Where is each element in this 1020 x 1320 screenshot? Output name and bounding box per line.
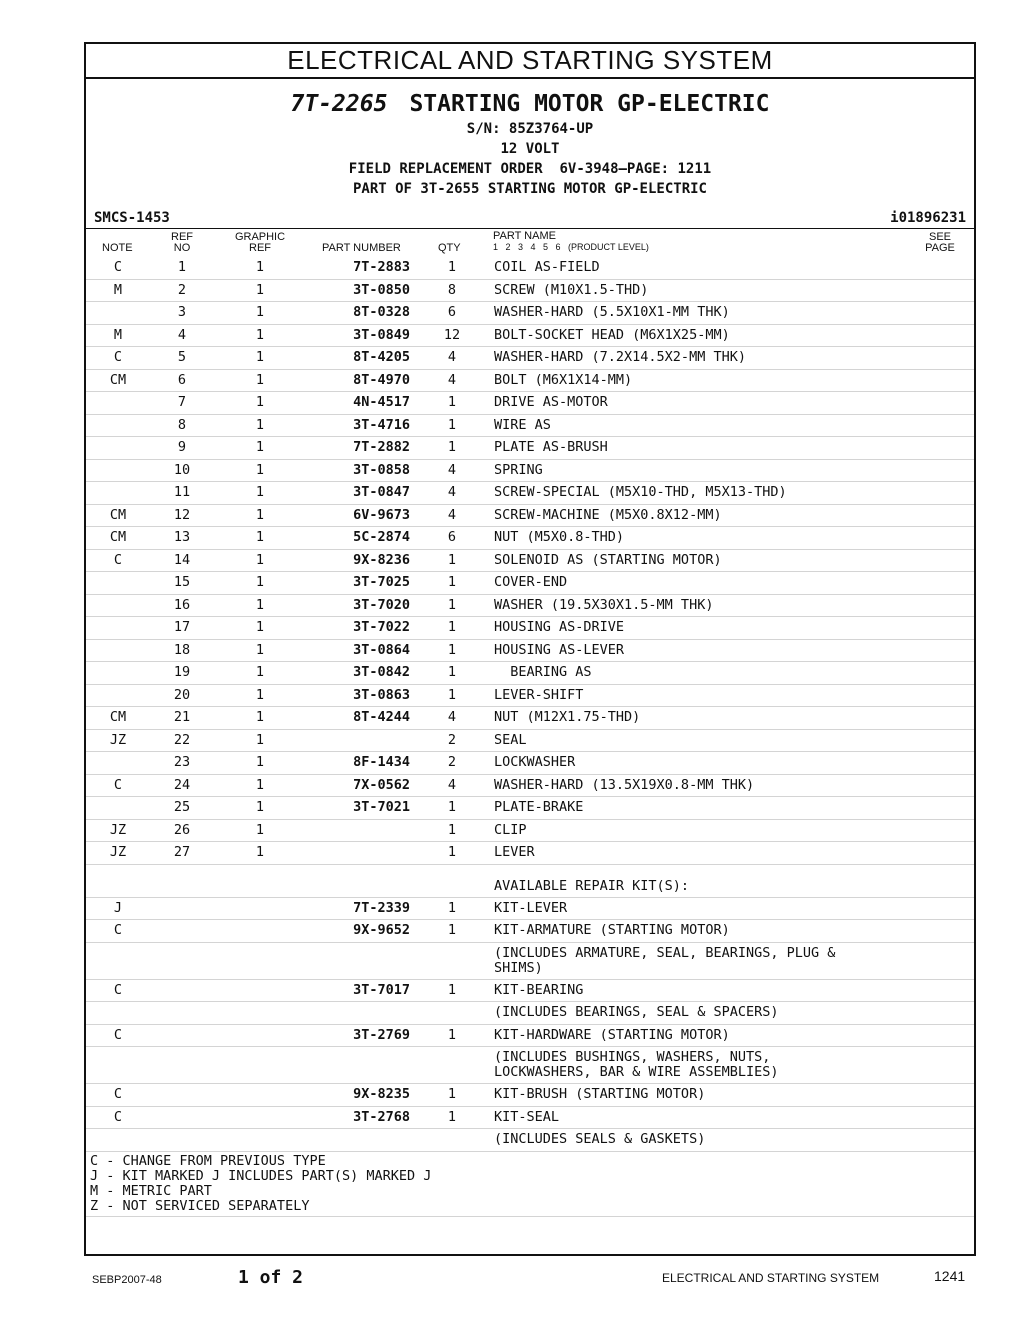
quantity: 1 (447, 799, 457, 815)
quantity: 8 (447, 281, 457, 298)
parts-page-frame (84, 42, 976, 1256)
part-row (86, 775, 974, 798)
note: C (113, 1086, 123, 1102)
graphic-ref: 1 (255, 844, 265, 860)
part-row (86, 662, 974, 685)
ref-number: 21 (173, 709, 191, 725)
part-name: LEVER (494, 844, 535, 860)
legend-line: M - METRIC PART (90, 1182, 212, 1199)
graphic-ref: 1 (255, 799, 265, 815)
quantity: 6 (447, 304, 457, 320)
quantity: 1 (447, 922, 457, 938)
graphic-ref: 1 (255, 709, 265, 725)
part-number: 3T-0847 (353, 484, 410, 500)
ref-number: 26 (173, 821, 191, 838)
part-row (86, 280, 974, 303)
part-number: 6V-9673 (353, 506, 410, 523)
legend-line: J - KIT MARKED J INCLUDES PART(S) MARKED J (90, 1167, 432, 1184)
quantity: 1 (447, 686, 457, 703)
graphic-ref: 1 (255, 484, 265, 500)
note: J (113, 899, 123, 916)
part-name: HOUSING AS-DRIVE (494, 619, 625, 635)
graphic-ref: 1 (255, 281, 265, 298)
part-number: 3T-4716 (353, 416, 410, 433)
part-number: 3T-0863 (353, 686, 410, 703)
part-name: LEVER-SHIFT (494, 686, 584, 703)
graphic-ref: 1 (255, 754, 265, 770)
part-number: 3T-7020 (353, 596, 410, 613)
quantity: 6 (447, 529, 457, 545)
quantity: 4 (447, 461, 457, 478)
header-graphic-bottom: REF (249, 242, 271, 254)
kit-row (86, 1025, 974, 1048)
quantity: 4 (447, 709, 457, 725)
field-replacement-order: FIELD REPLACEMENT ORDER 6V-3948—PAGE: 1211 (348, 161, 712, 177)
graphic-ref: 1 (255, 641, 265, 658)
graphic-ref: 1 (255, 394, 265, 410)
part-name: LOCKWASHER (494, 754, 576, 770)
page-number: 1241 (934, 1268, 966, 1284)
part-name: (INCLUDES BEARINGS, SEAL & SPACERS) (494, 1004, 779, 1020)
part-number: 8F-1434 (353, 754, 410, 770)
part-number: 7T-2882 (353, 439, 410, 455)
part-number: 8T-4244 (353, 709, 410, 725)
header-see-top: SEE (928, 231, 951, 243)
legend-line: C - CHANGE FROM PREVIOUS TYPE (90, 1152, 326, 1169)
part-number: 7T-2339 (353, 899, 410, 916)
graphic-ref: 1 (255, 551, 265, 568)
note: C (113, 259, 123, 275)
note: C (113, 1108, 123, 1125)
part-row (86, 415, 974, 438)
graphic-ref: 1 (255, 731, 265, 748)
ref-number: 3 (177, 304, 187, 320)
header-graphic-top: GRAPHIC (234, 231, 286, 243)
graphic-ref: 1 (255, 304, 265, 320)
ref-number: 18 (173, 641, 191, 658)
graphic-ref: 1 (255, 259, 265, 275)
graphic-ref: 1 (255, 776, 265, 793)
smcs-row (86, 208, 974, 228)
ref-number: 16 (173, 596, 191, 613)
group-titles (86, 89, 974, 199)
graphic-ref: 1 (255, 506, 265, 523)
part-number: 3T-0842 (353, 664, 410, 680)
part-name: (INCLUDES SEALS & GASKETS) (494, 1131, 706, 1147)
part-name: PLATE AS-BRUSH (494, 439, 608, 455)
graphic-ref: 1 (255, 416, 265, 433)
graphic-ref: 1 (255, 619, 265, 635)
kit-row (86, 1002, 974, 1025)
illustration-id: i01896231 (890, 210, 966, 226)
part-name: WIRE AS (494, 416, 551, 433)
part-number: 3T-0849 (353, 326, 410, 343)
part-row (86, 730, 974, 753)
part-name: KIT-BEARING (494, 981, 584, 998)
quantity: 1 (447, 821, 457, 838)
part-number: 7X-0562 (353, 776, 410, 793)
part-number: 3T-7017 (353, 981, 410, 998)
note: CM (109, 529, 127, 545)
header-note: NOTE (102, 242, 133, 254)
kit-row (86, 980, 974, 1003)
footer-section: ELECTRICAL AND STARTING SYSTEM (662, 1271, 880, 1285)
part-row (86, 640, 974, 663)
part-row (86, 527, 974, 550)
ref-number: 2 (177, 281, 187, 298)
group-part-number: 7T-2265 (290, 91, 388, 117)
quantity: 1 (447, 664, 457, 680)
quantity: 1 (447, 551, 457, 568)
part-name: BOLT (M6X1X14-MM) (494, 371, 633, 388)
graphic-ref: 1 (255, 529, 265, 545)
note: M (113, 326, 123, 343)
part-row (86, 347, 974, 370)
note: C (113, 776, 123, 793)
part-row (86, 325, 974, 348)
part-row (86, 752, 974, 775)
kit-row (86, 1084, 974, 1107)
part-name: WASHER (19.5X30X1.5-MM THK) (494, 596, 714, 613)
quantity: 1 (447, 619, 457, 635)
part-row (86, 550, 974, 573)
part-name: SEAL (494, 731, 527, 748)
part-name: SCREW-MACHINE (M5X0.8X12-MM) (494, 506, 722, 523)
part-number: 9X-8236 (353, 551, 410, 568)
part-row (86, 437, 974, 460)
section-title: ELECTRICAL AND STARTING SYSTEM (86, 44, 974, 79)
note: C (113, 1026, 123, 1043)
ref-number: 9 (177, 439, 187, 455)
part-name: WASHER-HARD (13.5X19X0.8-MM THK) (494, 776, 755, 793)
voltage: 12 VOLT (500, 141, 560, 157)
part-number: 7T-2883 (353, 259, 410, 275)
note: CM (109, 709, 127, 725)
quantity: 1 (447, 981, 457, 998)
quantity: 1 (447, 1108, 457, 1125)
group-name: STARTING MOTOR GP-ELECTRIC (409, 91, 770, 117)
quantity: 4 (447, 776, 457, 793)
ref-number: 25 (173, 799, 191, 815)
part-row (86, 820, 974, 843)
graphic-ref: 1 (255, 664, 265, 680)
header-ref-bottom: NO (173, 242, 191, 254)
note: JZ (109, 844, 127, 860)
part-name: KIT-ARMATURE (STARTING MOTOR) (494, 922, 730, 938)
header-part-name: PART NAME (493, 230, 556, 242)
graphic-ref: 1 (255, 596, 265, 613)
part-name: SCREW-SPECIAL (M5X10-THD, M5X13-THD) (494, 484, 787, 500)
note: C (113, 922, 123, 938)
quantity: 1 (447, 439, 457, 455)
part-name: NUT (M5X0.8-THD) (494, 529, 625, 545)
graphic-ref: 1 (255, 461, 265, 478)
quantity: 1 (447, 1026, 457, 1043)
part-row (86, 617, 974, 640)
ref-number: 27 (173, 844, 191, 860)
part-number: 3T-2768 (353, 1108, 410, 1125)
table-header (86, 228, 974, 257)
quantity: 1 (447, 259, 457, 275)
smcs-code: SMCS-1453 (94, 210, 170, 226)
note: JZ (109, 731, 127, 748)
ref-number: 10 (173, 461, 191, 478)
note: M (113, 281, 123, 298)
kits-list (86, 898, 974, 1152)
ref-number: 22 (173, 731, 191, 748)
part-name: (INCLUDES BUSHINGS, WASHERS, NUTS, LOCKWASHERS, BAR & WIRE ASSEMBLIES) (494, 1049, 779, 1080)
legend (86, 1152, 974, 1217)
part-number: 3T-0864 (353, 641, 410, 658)
ref-number: 6 (177, 371, 187, 388)
part-name: (INCLUDES ARMATURE, SEAL, BEARINGS, PLUG & SHIMS) (494, 944, 836, 976)
part-number: 8T-0328 (353, 304, 410, 320)
part-name: WASHER-HARD (5.5X10X1-MM THK) (494, 304, 730, 320)
parts-list (86, 257, 974, 865)
part-row (86, 572, 974, 595)
part-number: 3T-2769 (353, 1026, 410, 1043)
part-row (86, 460, 974, 483)
note: C (113, 349, 123, 365)
part-name: DRIVE AS-MOTOR (494, 394, 608, 410)
header-ref-top: REF (171, 231, 193, 243)
graphic-ref: 1 (255, 821, 265, 838)
part-name: SOLENOID AS (STARTING MOTOR) (494, 551, 722, 568)
page-footer (0, 1266, 1020, 1296)
quantity: 2 (447, 754, 457, 770)
note: C (113, 551, 123, 568)
note: CM (109, 506, 127, 523)
part-number: 8T-4205 (353, 349, 410, 365)
part-name: NUT (M12X1.75-THD) (494, 709, 641, 725)
header-qty: QTY (438, 242, 461, 254)
part-number: 5C-2874 (353, 529, 410, 545)
part-number: 3T-0850 (353, 281, 410, 298)
ref-number: 15 (173, 574, 191, 590)
kit-row (86, 1047, 974, 1084)
kit-row (86, 1129, 974, 1152)
graphic-ref: 1 (255, 574, 265, 590)
part-row (86, 707, 974, 730)
ref-number: 23 (173, 754, 191, 770)
part-name: COVER-END (494, 574, 568, 590)
kit-row (86, 943, 974, 980)
ref-number: 17 (173, 619, 191, 635)
part-number: 9X-9652 (353, 922, 410, 938)
kits-heading-row (86, 865, 974, 898)
graphic-ref: 1 (255, 371, 265, 388)
quantity: 1 (447, 416, 457, 433)
ref-number: 7 (177, 394, 187, 410)
quantity: 1 (447, 596, 457, 613)
quantity: 1 (447, 899, 457, 916)
part-name: BOLT-SOCKET HEAD (M6X1X25-MM) (494, 326, 730, 343)
part-row (86, 685, 974, 708)
part-row (86, 797, 974, 820)
part-number: 9X-8235 (353, 1086, 410, 1102)
part-row (86, 595, 974, 618)
part-name: HOUSING AS-LEVER (494, 641, 625, 658)
quantity: 1 (447, 641, 457, 658)
quantity: 4 (447, 371, 457, 388)
quantity: 2 (447, 731, 457, 748)
kit-row (86, 1107, 974, 1130)
part-name: KIT-HARDWARE (STARTING MOTOR) (494, 1026, 730, 1043)
kit-row (86, 920, 974, 943)
part-row (86, 302, 974, 325)
doc-id: SEBP2007-48 (92, 1274, 162, 1286)
part-name: KIT-SEAL (494, 1108, 560, 1125)
part-name: KIT-LEVER (494, 899, 568, 916)
part-of: PART OF 3T-2655 STARTING MOTOR GP-ELECTRIC (352, 181, 707, 197)
ref-number: 4 (177, 326, 187, 343)
quantity: 4 (447, 506, 457, 523)
part-row (86, 482, 974, 505)
part-name: SCREW (M10X1.5-THD) (494, 281, 649, 298)
graphic-ref: 1 (255, 439, 265, 455)
graphic-ref: 1 (255, 326, 265, 343)
quantity: 1 (447, 574, 457, 590)
page-of: 1 of 2 (238, 1267, 304, 1288)
quantity: 12 (443, 326, 461, 343)
part-name: COIL AS-FIELD (494, 259, 600, 275)
part-name: KIT-BRUSH (STARTING MOTOR) (494, 1086, 706, 1102)
part-name: WASHER-HARD (7.2X14.5X2-MM THK) (494, 349, 746, 365)
part-number: 3T-0858 (353, 461, 410, 478)
legend-line: Z - NOT SERVICED SEPARATELY (90, 1197, 310, 1214)
quantity: 1 (447, 1086, 457, 1102)
header-see-bottom: PAGE (925, 242, 955, 254)
part-number: 8T-4970 (353, 371, 410, 388)
ref-number: 8 (177, 416, 187, 433)
header-part-number: PART NUMBER (322, 242, 401, 254)
part-number: 4N-4517 (353, 394, 410, 410)
part-name: SPRING (494, 461, 543, 478)
part-name: PLATE-BRAKE (494, 799, 584, 815)
kit-row (86, 898, 974, 921)
part-name: CLIP (494, 821, 527, 838)
kits-heading: AVAILABLE REPAIR KIT(S): (494, 877, 690, 894)
ref-number: 14 (173, 551, 191, 568)
note: C (113, 981, 123, 998)
part-number: 3T-7025 (353, 574, 410, 590)
part-row (86, 370, 974, 393)
ref-number: 1 (177, 259, 187, 275)
note: JZ (109, 821, 127, 838)
part-number: 3T-7022 (353, 619, 410, 635)
header-product-levels: 1 2 3 4 5 6 (PRODUCT LEVEL) (493, 242, 649, 252)
quantity: 1 (447, 844, 457, 860)
ref-number: 24 (173, 776, 191, 793)
part-name: BEARING AS (494, 664, 592, 680)
part-row (86, 842, 974, 865)
part-row (86, 505, 974, 528)
serial-number: S/N: 85Z3764-UP (466, 121, 594, 137)
note: CM (109, 371, 127, 388)
ref-number: 19 (173, 664, 191, 680)
ref-number: 20 (173, 686, 191, 703)
graphic-ref: 1 (255, 349, 265, 365)
quantity: 1 (447, 394, 457, 410)
part-row (86, 257, 974, 280)
part-row (86, 392, 974, 415)
part-number: 3T-7021 (353, 799, 410, 815)
ref-number: 5 (177, 349, 187, 365)
group-title (86, 89, 974, 119)
ref-number: 11 (173, 484, 191, 500)
graphic-ref: 1 (255, 686, 265, 703)
ref-number: 12 (173, 506, 191, 523)
quantity: 4 (447, 484, 457, 500)
quantity: 4 (447, 349, 457, 365)
ref-number: 13 (173, 529, 191, 545)
